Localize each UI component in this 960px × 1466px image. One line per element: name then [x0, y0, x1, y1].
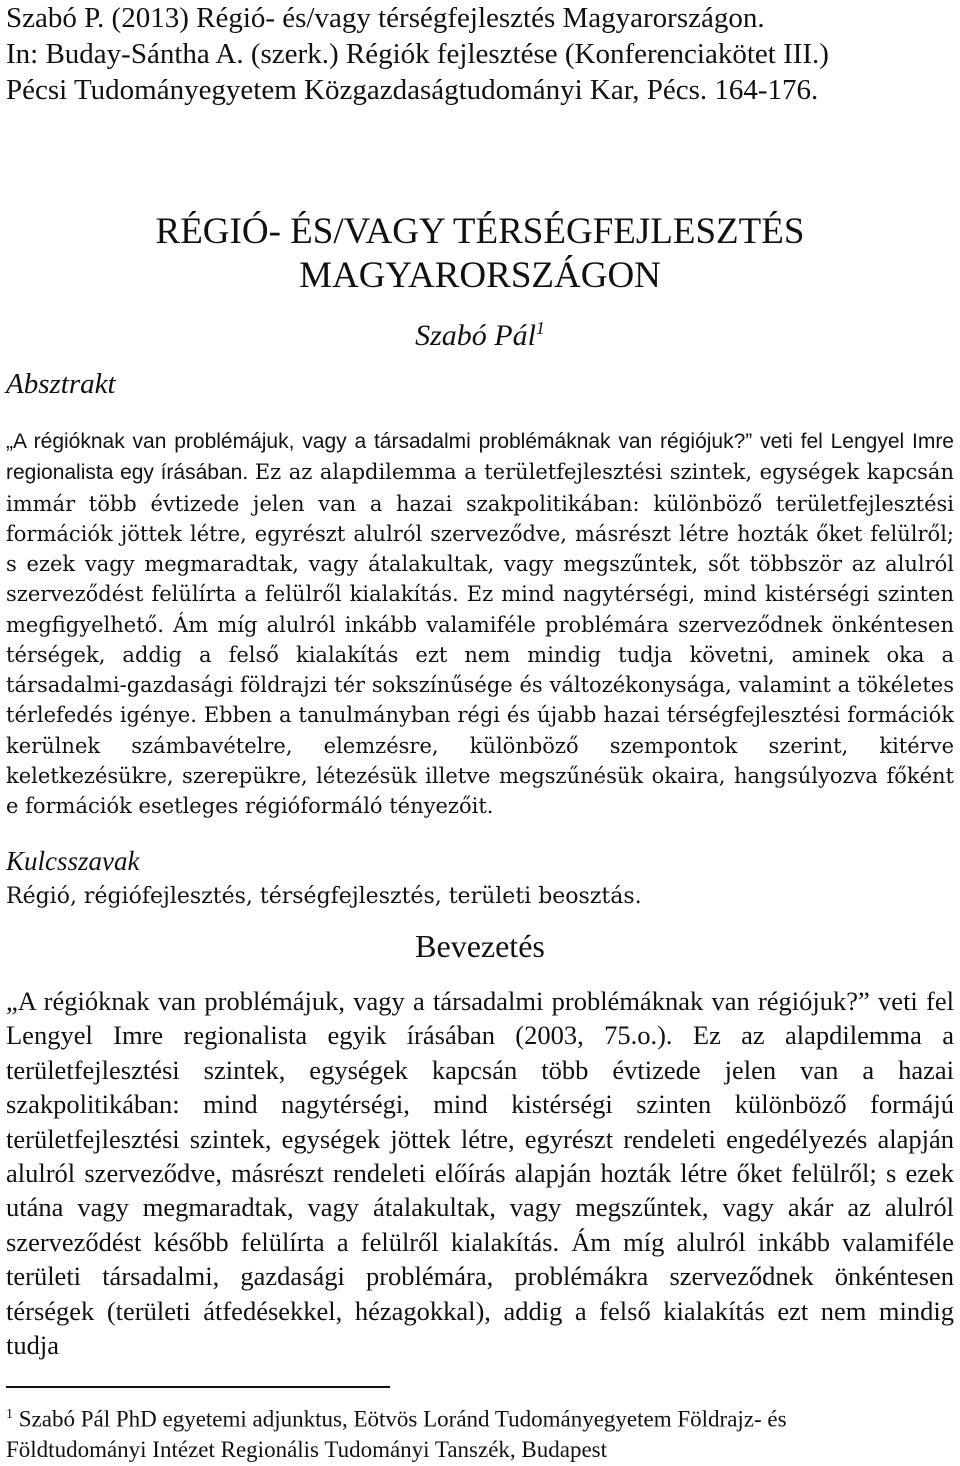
abstract-heading: Absztrakt — [6, 368, 116, 400]
paper-title-line-2: MAGYARORSZÁGON — [299, 255, 661, 296]
abstract-lead-rest: veti fel Lengyel Imre regionalista egy írásában. — [6, 430, 954, 485]
author — [0, 318, 960, 353]
footnote-divider — [6, 1386, 390, 1388]
citation — [6, 0, 954, 108]
footnote-mark: 1 — [6, 1407, 13, 1422]
paper-title-line-1: RÉGIÓ- ÉS/VAGY TÉRSÉGFEJLESZTÉS — [155, 211, 805, 252]
keywords-text: Régió, régiófejlesztés, térségfejlesztés, területi beosztás. — [6, 884, 642, 909]
introduction-heading: Bevezetés — [415, 928, 545, 964]
abstract-text — [6, 426, 954, 821]
author-footnote-mark: 1 — [535, 318, 545, 338]
author-name: Szabó Pál — [415, 319, 536, 352]
citation-line: Pécsi Tudományegyetem Közgazdaságtudományi Kar, Pécs. 164-176. — [6, 74, 819, 106]
abstract-lead-quote: „A régióknak van problémájuk, vagy a társadalmi problémáknak van régiójuk?” — [6, 430, 753, 453]
introduction-body: „A régióknak van problémájuk, vagy a társadalmi problémáknak van régiójuk?” veti fel Lengyel Imre regionalista egyik írásában (2003, 75.o.). Ez az alapdilemma a területfejlesztési szintek, egységek kapcsán több évtizede jelen van a hazai szakpolitikában: mind nagytérségi, mind kistérségi szinten különböző formájú területfejlesztési szintek, egységek jöttek létre, egyrészt rendeleti engedélyezés alapján alulról szerveződve, másrészt rendeleti előírás alapján hozták létre őket felülről; s ezek utána vagy megmaradtak, vagy átalakultak, vagy megszűntek, vagy akár az alulról szerveződést később felülírta a felülről kialakítás. Ám míg alulról inkább valamiféle területi társadalmi, gazdasági problémára, problémákra szerveződnek önkéntesen térségek (területi átfedésekkel, hézagokkal), addig a felső kialakítás ezt nem mindig tudja — [6, 986, 954, 1361]
citation-line: Szabó P. (2013) Régió- és/vagy térségfejlesztés Magyarországon. — [6, 2, 765, 34]
footnote — [6, 1400, 954, 1465]
citation-line: In: Buday-Sántha A. (szerk.) Régiók fejlesztése (Konferenciakötet III.) — [6, 38, 829, 70]
footnote-line: Szabó Pál PhD egyetemi adjunktus, Eötvös Loránd Tudományegyetem Földrajz- és — [13, 1406, 787, 1432]
abstract-body: Ez az alapdilemma a területfejlesztési szintek, egységek kapcsán immár több évtizede jelen van a hazai szakpolitikában: különböző területfejlesztési formációk jöttek létre, egyrészt alulról szerveződve, másrészt létre hozták őket felülről; s ezek vagy megmaradtak, vagy átalakultak, vagy megszűntek, sőt többször az alulról szerveződést felülírta a felülről kialakítás. Ez mind nagytérségi, mind kistérségi szinten megfigyelhető. Ám míg alulról inkább valamiféle problémára szerveződnek önkéntesen térségek, addig a felső kialakítás ezt nem mindig tudja követni, aminek oka a társadalmi-gazdasági földrajzi tér sokszínűsége és változékonysága, valamint a tökéletes térlefedés igénye. Ebben a tanulmányban régi és újabb hazai térségfejlesztési formációk kerülnek számbavételre, elemzésre, különböző szempontok szerint, kitérve keletkezésükre, szerepükre, létezésük illetve megszűnésük okaira, hangsúlyozva főként e formációk esetleges régióformáló tényezőit. — [6, 460, 954, 818]
keywords-heading: Kulcsszavak — [6, 846, 140, 876]
footnote-line: Földtudományi Intézet Regionális Tudományi Tanszék, Budapest — [6, 1436, 608, 1462]
